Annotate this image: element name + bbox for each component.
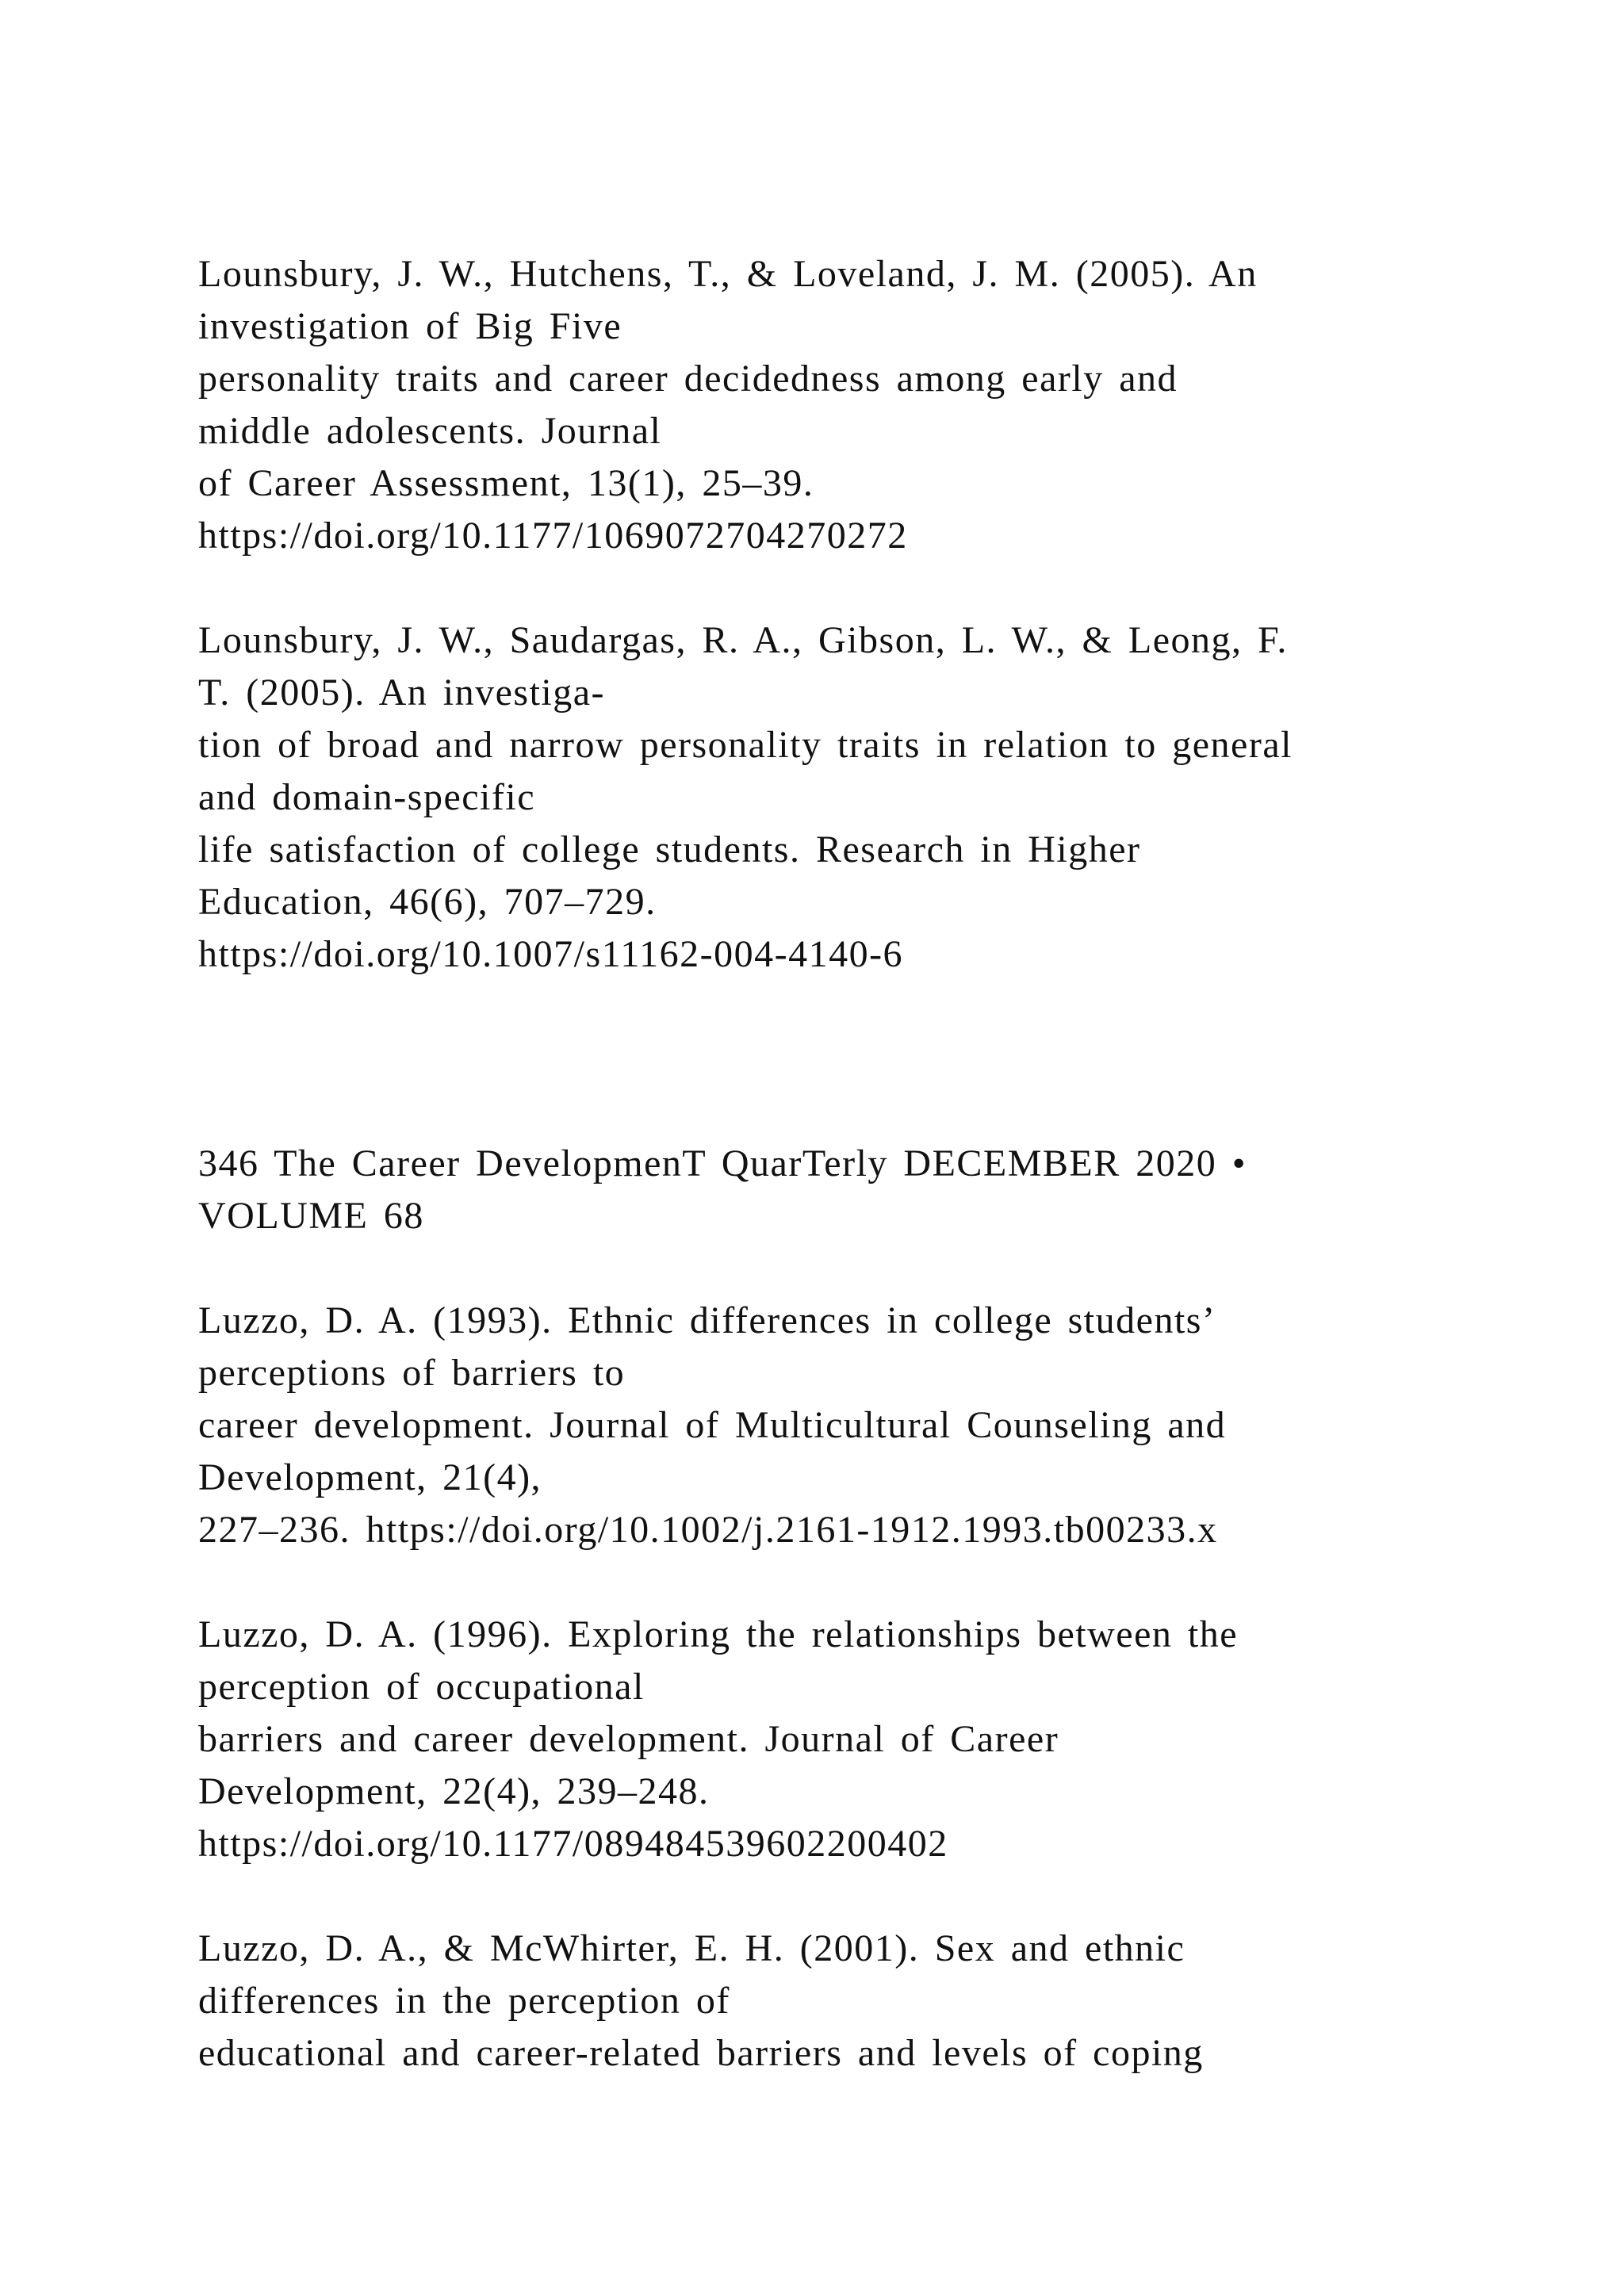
reference-doi-link[interactable]: https://doi.org/10.1007/s11162-004-4140-6 (198, 933, 904, 975)
spacer (198, 981, 1546, 1138)
reference-list (198, 248, 1546, 2080)
reference-entry (198, 1295, 1546, 1556)
reference-line: T. (2005). An investiga- (198, 672, 606, 714)
spacer (198, 1870, 1546, 1923)
reference-doi-link[interactable]: https://doi.org/10.1177/1069072704270272 (198, 515, 908, 557)
footer-line: 346 The Career DevelopmenT QuarTerly DECEMBER 2020 • (198, 1142, 1247, 1184)
reference-line: perceptions of barriers to (198, 1352, 626, 1394)
reference-line: Education, 46(6), 707–729. (198, 881, 657, 923)
spacer (198, 1242, 1546, 1295)
reference-entry (198, 1609, 1546, 1870)
spacer (198, 1556, 1546, 1609)
running-footer (198, 1138, 1546, 1242)
reference-line: Development, 22(4), 239–248. (198, 1770, 710, 1812)
reference-line: educational and career-related barriers and levels of coping (198, 2032, 1204, 2074)
reference-line: tion of broad and narrow personality traits in relation to general (198, 724, 1293, 766)
reference-line: and domain-specific (198, 776, 536, 818)
reference-line: career development. Journal of Multicultural Counseling and (198, 1404, 1227, 1446)
reference-line: Lounsbury, J. W., Saudargas, R. A., Gibson, L. W., & Leong, F. (198, 619, 1288, 661)
reference-line: of Career Assessment, 13(1), 25–39. (198, 462, 814, 504)
reference-line: barriers and career development. Journal of Career (198, 1718, 1059, 1760)
reference-line: Luzzo, D. A. (1996). Exploring the relationships between the (198, 1613, 1239, 1655)
footer-line: VOLUME 68 (198, 1195, 424, 1237)
reference-line: differences in the perception of (198, 1980, 730, 2022)
reference-line: investigation of Big Five (198, 305, 622, 347)
reference-line: Development, 21(4), (198, 1456, 542, 1498)
reference-entry (198, 1923, 1546, 2080)
reference-line: Luzzo, D. A., & McWhirter, E. H. (2001). Sex and ethnic (198, 1927, 1185, 1969)
reference-line: middle adolescents. Journal (198, 410, 662, 452)
reference-entry (198, 614, 1546, 981)
reference-doi-link[interactable]: https://doi.org/10.1177/089484539602200402 (198, 1823, 948, 1865)
reference-line: Luzzo, D. A. (1993). Ethnic differences in college students’ (198, 1299, 1216, 1341)
reference-doi-link[interactable]: 227–236. https://doi.org/10.1002/j.2161-1912.1993.tb00233.x (198, 1509, 1218, 1551)
reference-line: personality traits and career decidedness among early and (198, 358, 1178, 400)
reference-line: life satisfaction of college students. Research in Higher (198, 828, 1141, 871)
reference-line: perception of occupational (198, 1666, 645, 1708)
spacer (198, 562, 1546, 614)
reference-entry (198, 248, 1546, 562)
reference-line: Lounsbury, J. W., Hutchens, T., & Loveland, J. M. (2005). An (198, 253, 1258, 295)
